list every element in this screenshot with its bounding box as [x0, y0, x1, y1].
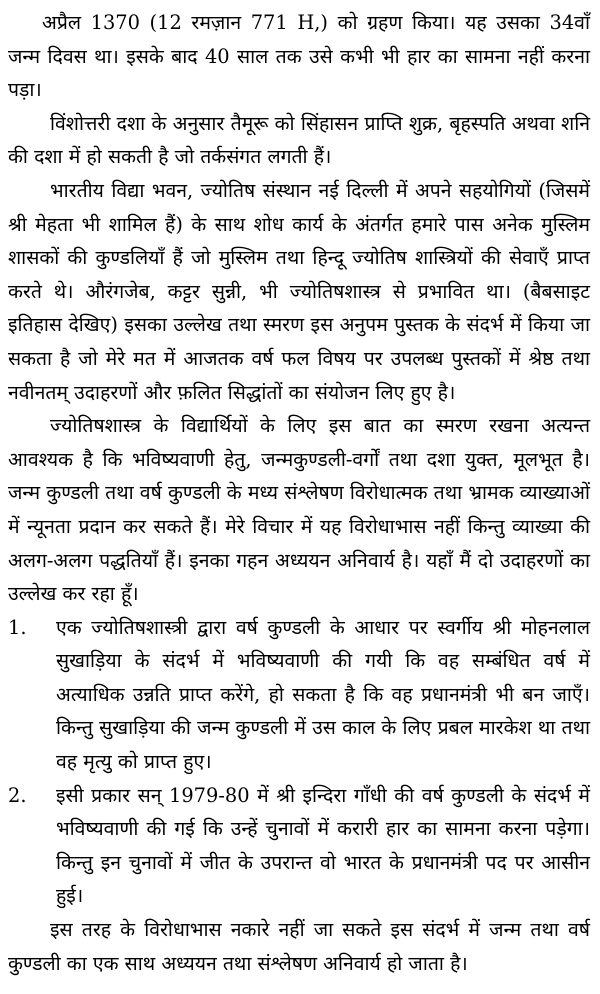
list-item-text: इसी प्रकार सन् 1979-80 में श्री इन्दिरा गाँधी की वर्ष कुण्डली के संदर्भ में भविष्यवाणी की गई कि उन्हें चुनावों में करारी हार का सामना करना पड़ेगा। किन्तु इन चुनावों में जीत के उपरान्त वो भारत के प्रधानमंत्री पद पर आसीन हुई। — [56, 783, 590, 908]
paragraph-students-advice: ज्योतिषशास्त्र के विद्यार्थियों के लिए इस बात का स्मरण रखना अत्यन्त आवश्यक है कि भविष्यवाणी हेतु, जन्मकुण्डली-वर्गों तथा दशा युक्त, मूलभूत है। जन्म कुण्डली तथा वर्ष कुण्डली के मध्य संश्लेषण विरोधात्मक तथा भ्रामक व्याख्याओं में न्यूनता प्रदान कर सकते हैं। मेरे विचार में यह विरोधाभास नहीं किन्तु व्याख्या की अलग-अलग पद्धतियाँ हैं। इनका गहन अध्ययन अनिवार्य है। यहाँ मैं दो उदाहरणों का उल्लेख कर रहा हूँ। — [8, 414, 590, 606]
list-item-number: 1. — [8, 615, 27, 639]
list-item — [8, 611, 590, 779]
paragraph-vimshottari-dasha: विंशोत्तरी दशा के अनुसार तैमूरू को सिंहासन प्राप्ति शुक्र, बृहस्पति अथवा शनि की दशा में हो सकती है जो तर्कसंगत लगती हैं। — [8, 111, 590, 169]
paragraph-taimur-coronation: अप्रैल 1370 (12 रमज़ान 771 H,) को ग्रहण किया। यह उसका 34वाँ जन्म दिवस था। इसके बाद 40 साल तक उसे कभी भी हार का सामना नहीं करना पड़ा। — [8, 11, 590, 102]
paragraph-research-muslim-rulers: भारतीय विद्या भवन, ज्योतिष संस्थान नई दिल्ली में अपने सहयोगियों (जिसमें श्री मेहता भी शामिल हैं) के साथ शोध कार्य के अंतर्गत हमारे पास अनेक मुस्लिम शासकों की कुण्डलियाँ हैं जो मुस्लिम तथा हिन्दू ज्योतिष शास्त्रियों की सेवाएँ प्राप्त करते थे। औरंगजेब, कट्टर सुन्नी, भी ज्योतिषशास्त्र से प्रभावित था। (बैबसाइट इतिहास देखिए) इसका उल्लेख तथा स्मरण इस अनुपम पुस्तक के संदर्भ में किया जा सकता है जो मेरे मत में आजतक वर्ष फल विषय पर उपलब्ध पुस्तकों में श्रेष्ठ तथा नवीनतम् उदाहरणों और फ़लित सिद्धांतों का संयोजन लिए हुए है। — [8, 178, 590, 404]
list-item — [8, 779, 590, 913]
list-item-number: 2. — [8, 783, 27, 807]
paragraph-closing: इस तरह के विरोधाभास नकारे नहीं जा सकते इस संदर्भ में जन्म तथा वर्ष कुण्डली का एक साथ अध्ययन तथा संश्लेषण अनिवार्य हो जाता है। — [8, 918, 590, 975]
list-item-text: एक ज्योतिषशास्त्री द्वारा वर्ष कुण्डली के आधार पर स्वर्गीय श्री मोहनलाल सुखाड़िया के संदर्भ में भविष्यवाणी की गयी कि वह सम्बंधित वर्ष में अत्याधिक उन्नति प्राप्त करेंगे, हो सकता है कि वह प्रधानमंत्री भी बन जाएँ। किन्तु सुखाड़िया की जन्म कुण्डली में उस काल के लिए प्रबल मारकेश था तथा वह मृत्यु को प्राप्त हुए। — [56, 615, 590, 774]
